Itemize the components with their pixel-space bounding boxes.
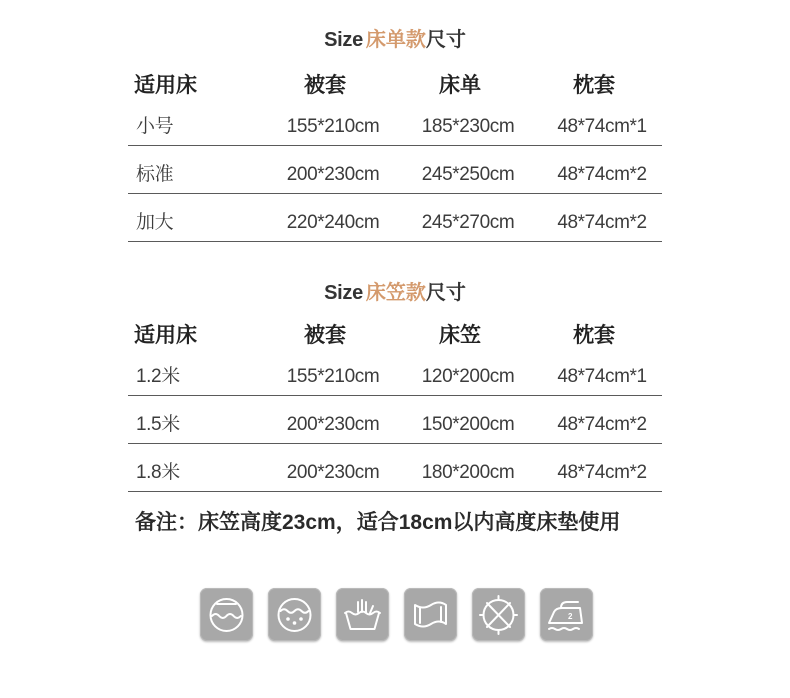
cell-fitted-sheet: 120*200cm <box>421 366 515 387</box>
table-row <box>128 396 662 444</box>
cell-duvet-cover: 220*240cm <box>286 212 380 233</box>
column-header-sheet: 床单 <box>439 74 481 97</box>
cell-bed-size: 1.2米 <box>136 366 180 387</box>
title-suffix: 尺寸 <box>425 282 466 304</box>
care-icon-tile <box>540 588 593 641</box>
table-row <box>128 146 662 194</box>
cell-duvet-cover: 200*230cm <box>286 414 380 435</box>
iron-icon <box>540 588 593 641</box>
cell-duvet-cover: 200*230cm <box>286 462 380 483</box>
cell-bed-size: 标准 <box>136 164 174 185</box>
table-row <box>128 98 662 146</box>
cell-pillowcase: 48*74cm*2 <box>557 462 647 483</box>
cell-sheet: 245*270cm <box>421 212 515 233</box>
column-header-pillowcase: 枕套 <box>573 74 615 97</box>
size-table-fitted-sheet <box>128 324 662 492</box>
cell-bed-size: 小号 <box>136 116 174 137</box>
cell-bed-size: 1.8米 <box>136 462 180 483</box>
gentle-wash-icon <box>268 588 321 641</box>
table-row <box>128 348 662 396</box>
title-prefix: Size <box>324 282 363 304</box>
do-not-dry-clean-icon <box>472 588 525 641</box>
cell-pillowcase: 48*74cm*1 <box>557 116 647 137</box>
cell-bed-size: 加大 <box>136 212 174 233</box>
title-prefix: Size <box>324 29 363 51</box>
cell-duvet-cover: 155*210cm <box>286 116 380 137</box>
column-header-duvet-cover: 被套 <box>304 74 346 97</box>
cell-fitted-sheet: 150*200cm <box>421 414 515 435</box>
title-highlight: 床笠款 <box>365 282 426 304</box>
care-icon-tile <box>472 588 525 641</box>
column-header-bed-size: 适用床 <box>134 74 197 97</box>
do-not-wring-icon <box>404 588 457 641</box>
table-title-flat-sheet <box>0 26 790 54</box>
table-row <box>128 194 662 242</box>
table-title-fitted-sheet <box>0 279 790 307</box>
care-icons-row <box>200 588 593 642</box>
table-header-row <box>128 74 662 98</box>
fitted-sheet-note: 备注：床笠高度23cm，适合18cm以内高度床垫使用 <box>135 511 621 534</box>
table-header-row <box>128 324 662 348</box>
size-table-flat-sheet <box>128 74 662 242</box>
cell-pillowcase: 48*74cm*2 <box>557 164 647 185</box>
cell-duvet-cover: 200*230cm <box>286 164 380 185</box>
care-icon-tile <box>268 588 321 641</box>
care-icon-tile <box>336 588 389 641</box>
column-header-pillowcase: 枕套 <box>573 324 615 347</box>
cell-pillowcase: 48*74cm*2 <box>557 414 647 435</box>
cell-pillowcase: 48*74cm*2 <box>557 212 647 233</box>
care-icon-tile <box>404 588 457 641</box>
title-highlight: 床单款 <box>365 29 426 51</box>
care-icon-tile <box>200 588 253 641</box>
cell-pillowcase: 48*74cm*1 <box>557 366 647 387</box>
column-header-bed-size: 适用床 <box>134 324 197 347</box>
iron-temperature-label: 2 <box>568 612 573 621</box>
drum-wash-icon <box>200 588 253 641</box>
column-header-fitted-sheet: 床笠 <box>439 324 481 347</box>
title-suffix: 尺寸 <box>425 29 466 51</box>
cell-duvet-cover: 155*210cm <box>286 366 380 387</box>
table-row <box>128 444 662 492</box>
cell-bed-size: 1.5米 <box>136 414 180 435</box>
column-header-duvet-cover: 被套 <box>304 324 346 347</box>
cell-sheet: 185*230cm <box>421 116 515 137</box>
cell-sheet: 245*250cm <box>421 164 515 185</box>
cell-fitted-sheet: 180*200cm <box>421 462 515 483</box>
hand-wash-icon <box>336 588 389 641</box>
